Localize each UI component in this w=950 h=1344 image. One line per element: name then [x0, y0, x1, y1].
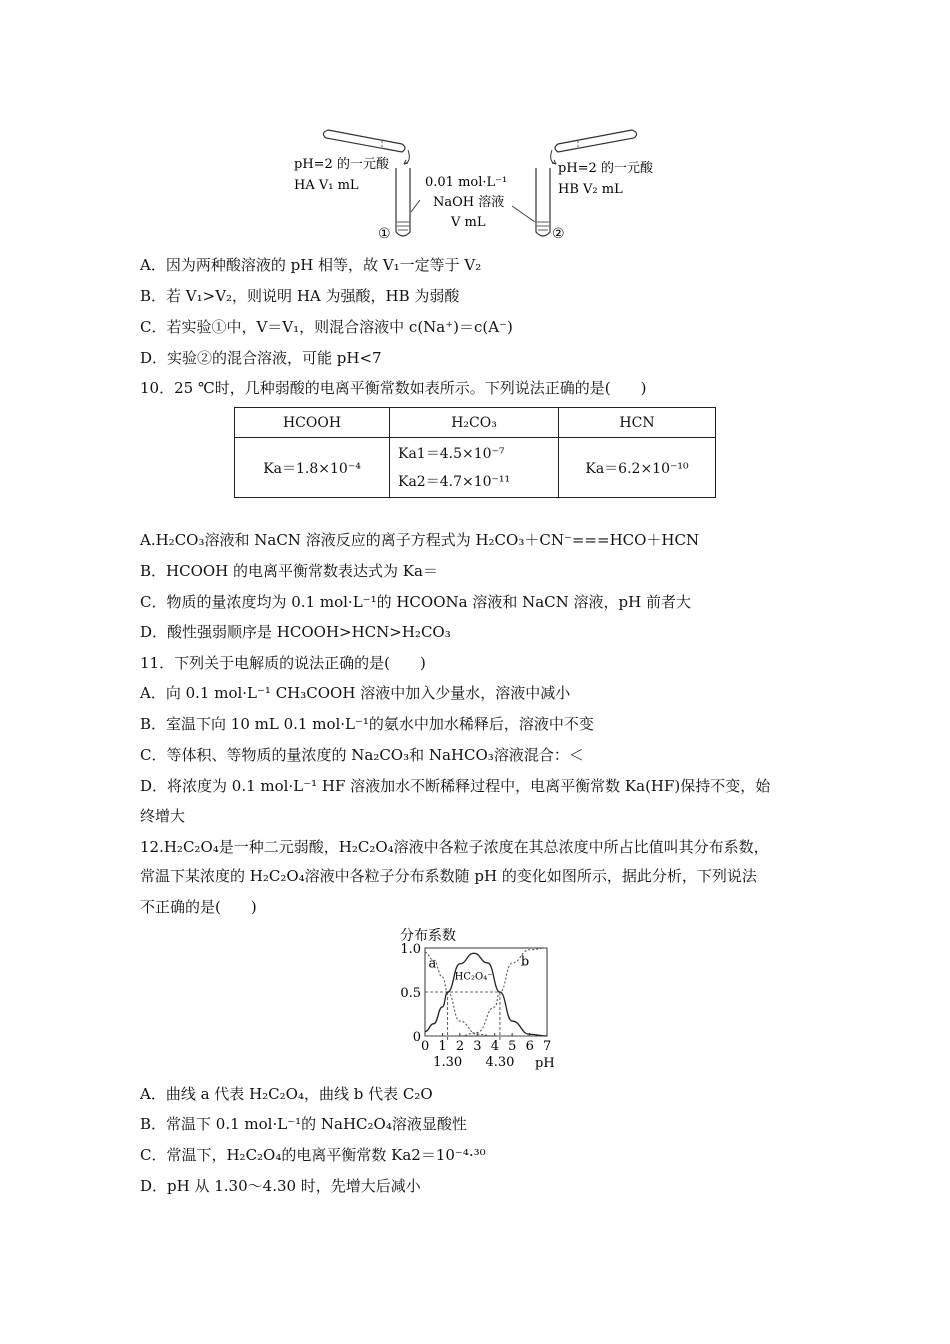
q11-option-a: A．向 0.1 mol·L⁻¹ CH₃COOH 溶液中加入少量水，溶液中减小: [140, 684, 571, 702]
test-tube-1: [396, 168, 410, 236]
q10-stem: 10．25 ℃时，几种弱酸的电离平衡常数如表所示。下列说法正确的是( ): [140, 379, 647, 397]
naoh-conc-label: 0.01 mol·L⁻¹: [425, 175, 508, 190]
ionization-constant-table: [234, 407, 716, 498]
y-tick-label: 1.0: [400, 942, 421, 957]
q12-stem-line3: 不正确的是( ): [140, 898, 257, 916]
x-tick-label: 0: [421, 1039, 430, 1054]
tube-1-label: ①: [378, 226, 391, 242]
y-tick-label: 0: [412, 1030, 421, 1045]
table-cell-ka2: Ka2＝4.7×10⁻¹¹: [398, 473, 511, 490]
pointer-line-left: [411, 200, 420, 212]
marked-x-label: 1.30: [433, 1055, 463, 1070]
q11-stem: 11．下列关于电解质的说法正确的是( ): [140, 654, 426, 672]
series-label-0: a: [428, 956, 437, 972]
table-header-hcooh: HCOOH: [235, 408, 390, 438]
q12-option-d: D．pH 从 1.30～4.30 时，先增大后减小: [140, 1177, 421, 1195]
table-cell-hcooh-k: Ka＝1.8×10⁻⁴: [235, 438, 390, 498]
q12-option-a: A．曲线 a 代表 H₂C₂O₄，曲线 b 代表 C₂O: [140, 1085, 433, 1103]
test-tube-2: [536, 168, 550, 236]
table-cell-ka1: Ka1＝4.5×10⁻⁷: [398, 445, 505, 462]
table-cell-hcn-k: Ka＝6.2×10⁻¹⁰: [559, 438, 716, 498]
x-tick-label: 3: [473, 1039, 482, 1054]
distribution-coefficient-chart: [390, 920, 570, 1080]
series-label-1: HC₂O₄⁻: [454, 971, 493, 983]
right-label-2: HB V₂ mL: [558, 182, 623, 197]
right-label-1: pH=2 的一元酸: [558, 161, 653, 176]
marked-x-label: 4.30: [485, 1055, 515, 1070]
pointer-line-right: [512, 206, 535, 222]
titration-diagram: [290, 122, 670, 248]
table-header-h2co3: H₂CO₃: [390, 408, 559, 438]
q12-stem-line2: 常温下某浓度的 H₂C₂O₄溶液中各粒子分布系数随 pH 的变化如图所示，据此分析，下列说法: [140, 867, 757, 885]
q12-option-b: B．常温下 0.1 mol·L⁻¹的 NaHC₂O₄溶液显酸性: [140, 1115, 467, 1133]
x-tick-label: 6: [525, 1039, 534, 1054]
series-label-2: b: [520, 954, 530, 970]
x-tick-label: 5: [508, 1039, 517, 1054]
q9-option-d: D．实验②的混合溶液，可能 pH<7: [140, 349, 382, 367]
q9-option-a: A．因为两种酸溶液的 pH 相等，故 V₁一定等于 V₂: [140, 256, 482, 274]
left-label-1: pH=2 的一元酸: [294, 157, 389, 172]
x-tick-label: 1: [438, 1039, 447, 1054]
q10-option-a: A.H₂CO₃溶液和 NaCN 溶液反应的离子方程式为 H₂CO₃＋CN⁻===HCO＋HCN: [140, 531, 700, 549]
q11-option-c: C．等体积、等物质的量浓度的 Na₂CO₃和 NaHCO₃溶液混合：＜: [140, 746, 584, 764]
q10-option-c: C．物质的量浓度均为 0.1 mol·L⁻¹的 HCOONa 溶液和 NaCN 溶液，pH 前者大: [140, 593, 691, 611]
naoh-label: NaOH 溶液: [433, 195, 505, 210]
q11-option-d-line2: 终增大: [140, 807, 186, 825]
q11-option-b: B．室温下向 10 mL 0.1 mol·L⁻¹的氨水中加水稀释后，溶液中不变: [140, 715, 594, 733]
q12-option-c: C．常温下，H₂C₂O₄的电离平衡常数 Ka2＝10⁻⁴·³⁰: [140, 1146, 486, 1164]
q9-option-b: B．若 V₁>V₂，则说明 HA 为强酸，HB 为弱酸: [140, 287, 460, 305]
q12-stem-line1: 12.H₂C₂O₄是一种二元弱酸，H₂C₂O₄溶液中各粒子浓度在其总浓度中所占比值叫其分布系数，: [140, 838, 769, 856]
x-tick-label: 4: [490, 1039, 499, 1054]
y-tick-label: 0.5: [400, 986, 421, 1001]
q9-option-c: C．若实验①中，V＝V₁，则混合溶液中 c(Na⁺)＝c(A⁻): [140, 318, 513, 336]
chart-ylabel: 分布系数: [400, 928, 456, 944]
x-tick-label: 2: [455, 1039, 465, 1054]
table-cell-h2co3-k: [390, 438, 559, 498]
table-header-hcn: HCN: [559, 408, 716, 438]
tube-2-label: ②: [552, 226, 565, 242]
right-acid-tube: [551, 130, 637, 164]
left-label-2: HA V₁ mL: [294, 178, 359, 193]
naoh-volume-label: V mL: [451, 215, 486, 230]
chart-xlabel: pH: [535, 1056, 555, 1071]
q11-option-d-line1: D．将浓度为 0.1 mol·L⁻¹ HF 溶液加水不断稀释过程中，电离平衡常数 Ka(HF)保持不变，始: [140, 777, 771, 795]
q10-option-b: B．HCOOH 的电离平衡常数表达式为 Ka＝: [140, 562, 438, 580]
x-tick-label: 7: [543, 1039, 552, 1054]
q10-option-d: D．酸性强弱顺序是 HCOOH>HCN>H₂CO₃: [140, 623, 451, 641]
